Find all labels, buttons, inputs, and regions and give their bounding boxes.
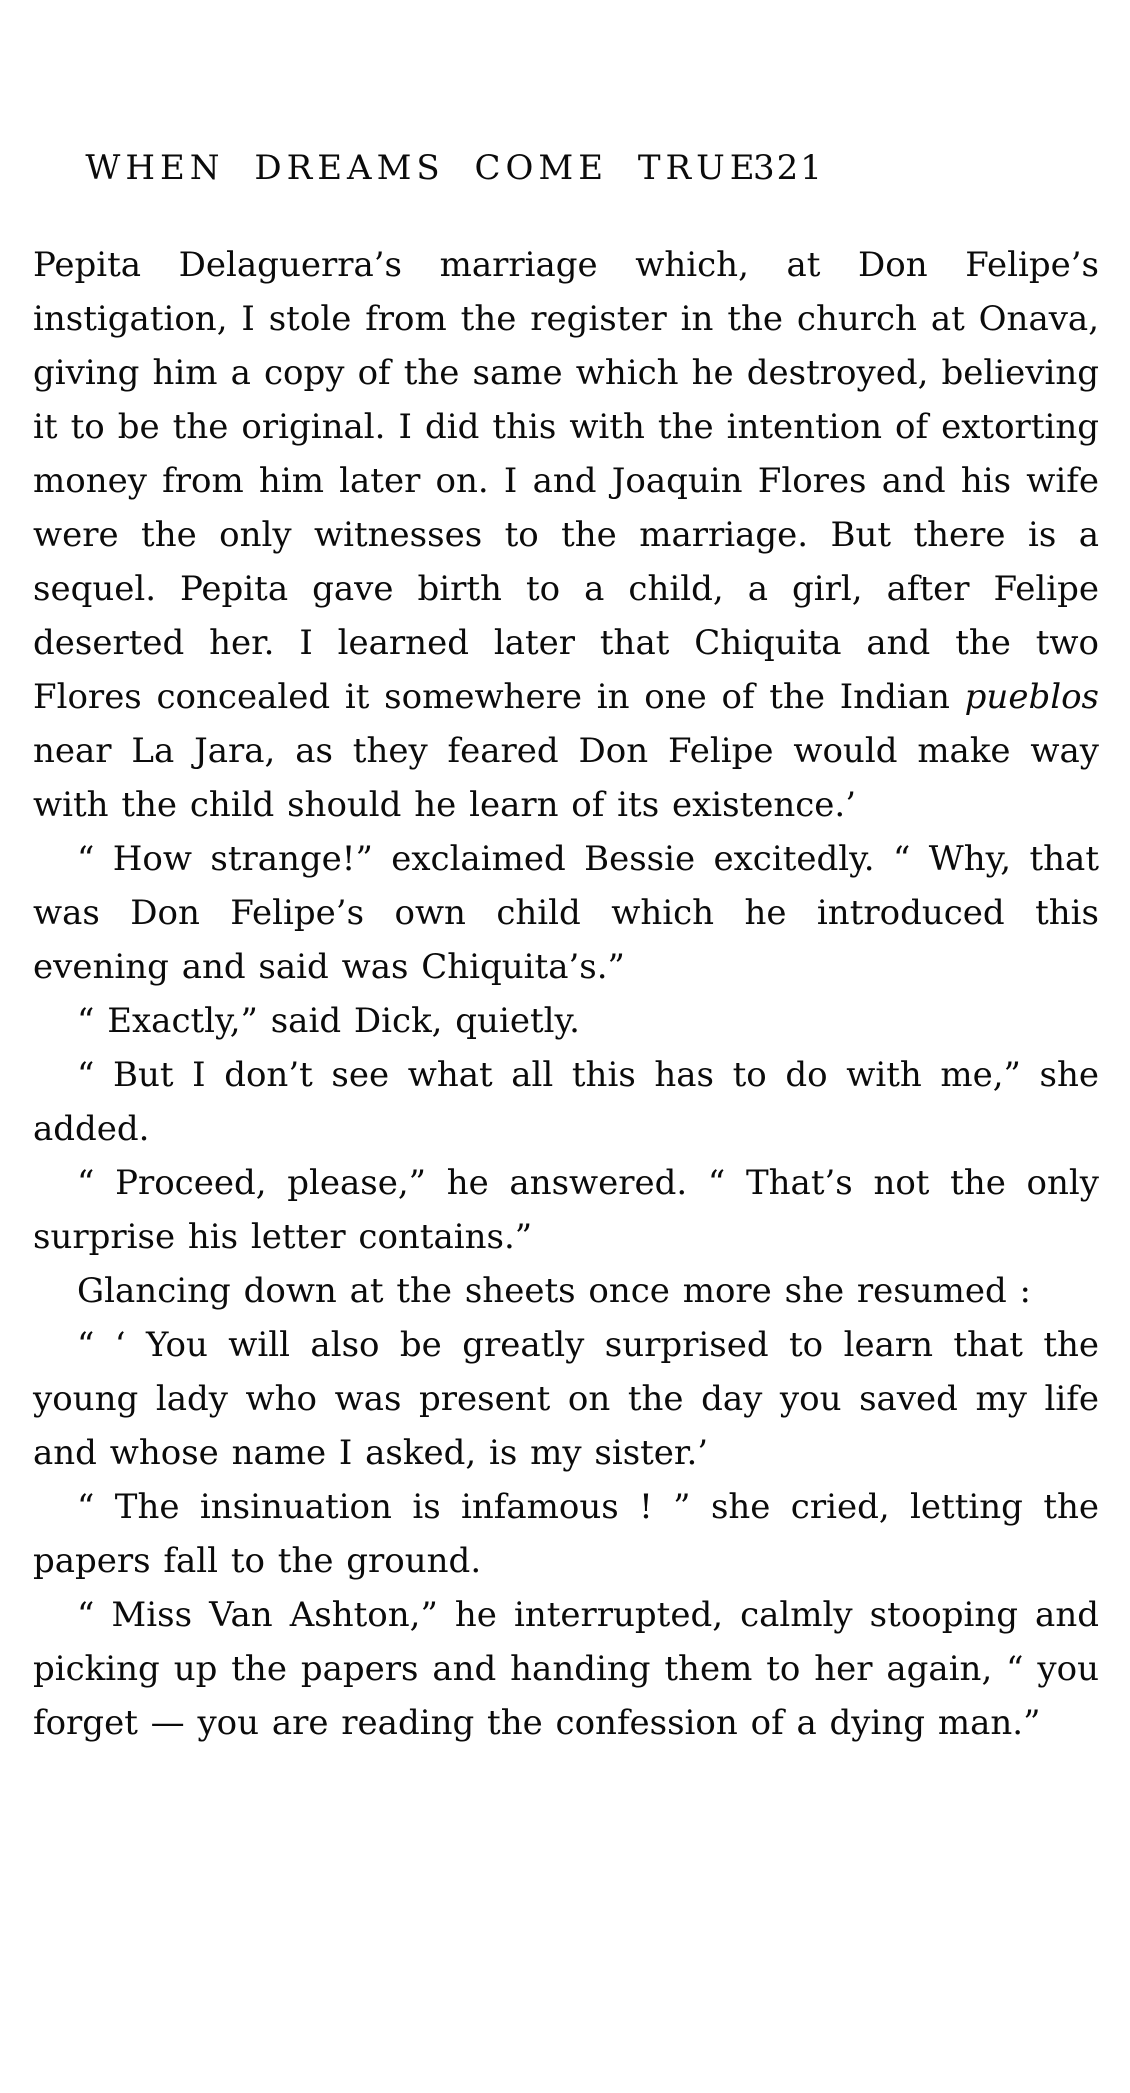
- text-segment: “ Proceed, please,” he answered. “ That’s not the only surprise his letter contains.”: [33, 1163, 1099, 1257]
- running-header: [33, 148, 812, 188]
- text-segment: “ But I don’t see what all this has to do with me,” she added.: [33, 1055, 1099, 1149]
- paragraph: [33, 1480, 1099, 1588]
- paragraph: [33, 1048, 1099, 1156]
- body-text: [33, 238, 1099, 1750]
- text-segment: “ Miss Van Ashton,” he interrupted, calmly stooping and picking up the papers and handing them to her again, “ you forget — you are reading the confession of a dying man.”: [33, 1595, 1099, 1743]
- page-number: 321: [753, 148, 824, 188]
- text-segment: “ ‘ You will also be greatly surprised to learn that the young lady who was present on the day you saved my life and whose name I asked, is my sister.’: [33, 1325, 1099, 1473]
- paragraph: [33, 1588, 1099, 1750]
- paragraph: [33, 832, 1099, 994]
- page-title: WHEN DREAMS COME TRUE: [85, 148, 760, 188]
- paragraph: [33, 238, 1099, 832]
- paragraph: [33, 1264, 1099, 1318]
- paragraph: [33, 1156, 1099, 1264]
- text-segment: “ Exactly,” said Dick, quietly.: [77, 1001, 580, 1041]
- paragraph: [33, 994, 1099, 1048]
- paragraph: [33, 1318, 1099, 1480]
- text-segment: Glancing down at the sheets once more she resumed :: [77, 1271, 1031, 1311]
- text-segment: “ How strange!” exclaimed Bessie excitedly. “ Why, that was Don Felipe’s own child which he introduced this evening and said was Chiquita’s.”: [33, 839, 1099, 987]
- text-segment: “ The insinuation is infamous ! ” she cried, letting the papers fall to the ground.: [33, 1487, 1099, 1581]
- text-segment: near La Jara, as they feared Don Felipe would make way with the child should he learn of its existence.’: [33, 731, 1099, 825]
- text-segment: Pepita Delaguerra’s marriage which, at Don Felipe’s instigation, I stole from the register in the church at Onava, giving him a copy of the same which he destroyed, believing it to be the original. I did this with the intention of extorting money from him later on. I and Joaquin Flores and his wife were the only witnesses to the marriage. But there is a sequel. Pepita gave birth to a child, a girl, after Felipe deserted her. I learned later that Chiquita and the two Flores concealed it somewhere in one of the Indian: [33, 245, 1099, 717]
- italic-text-segment: pueblos: [964, 677, 1099, 717]
